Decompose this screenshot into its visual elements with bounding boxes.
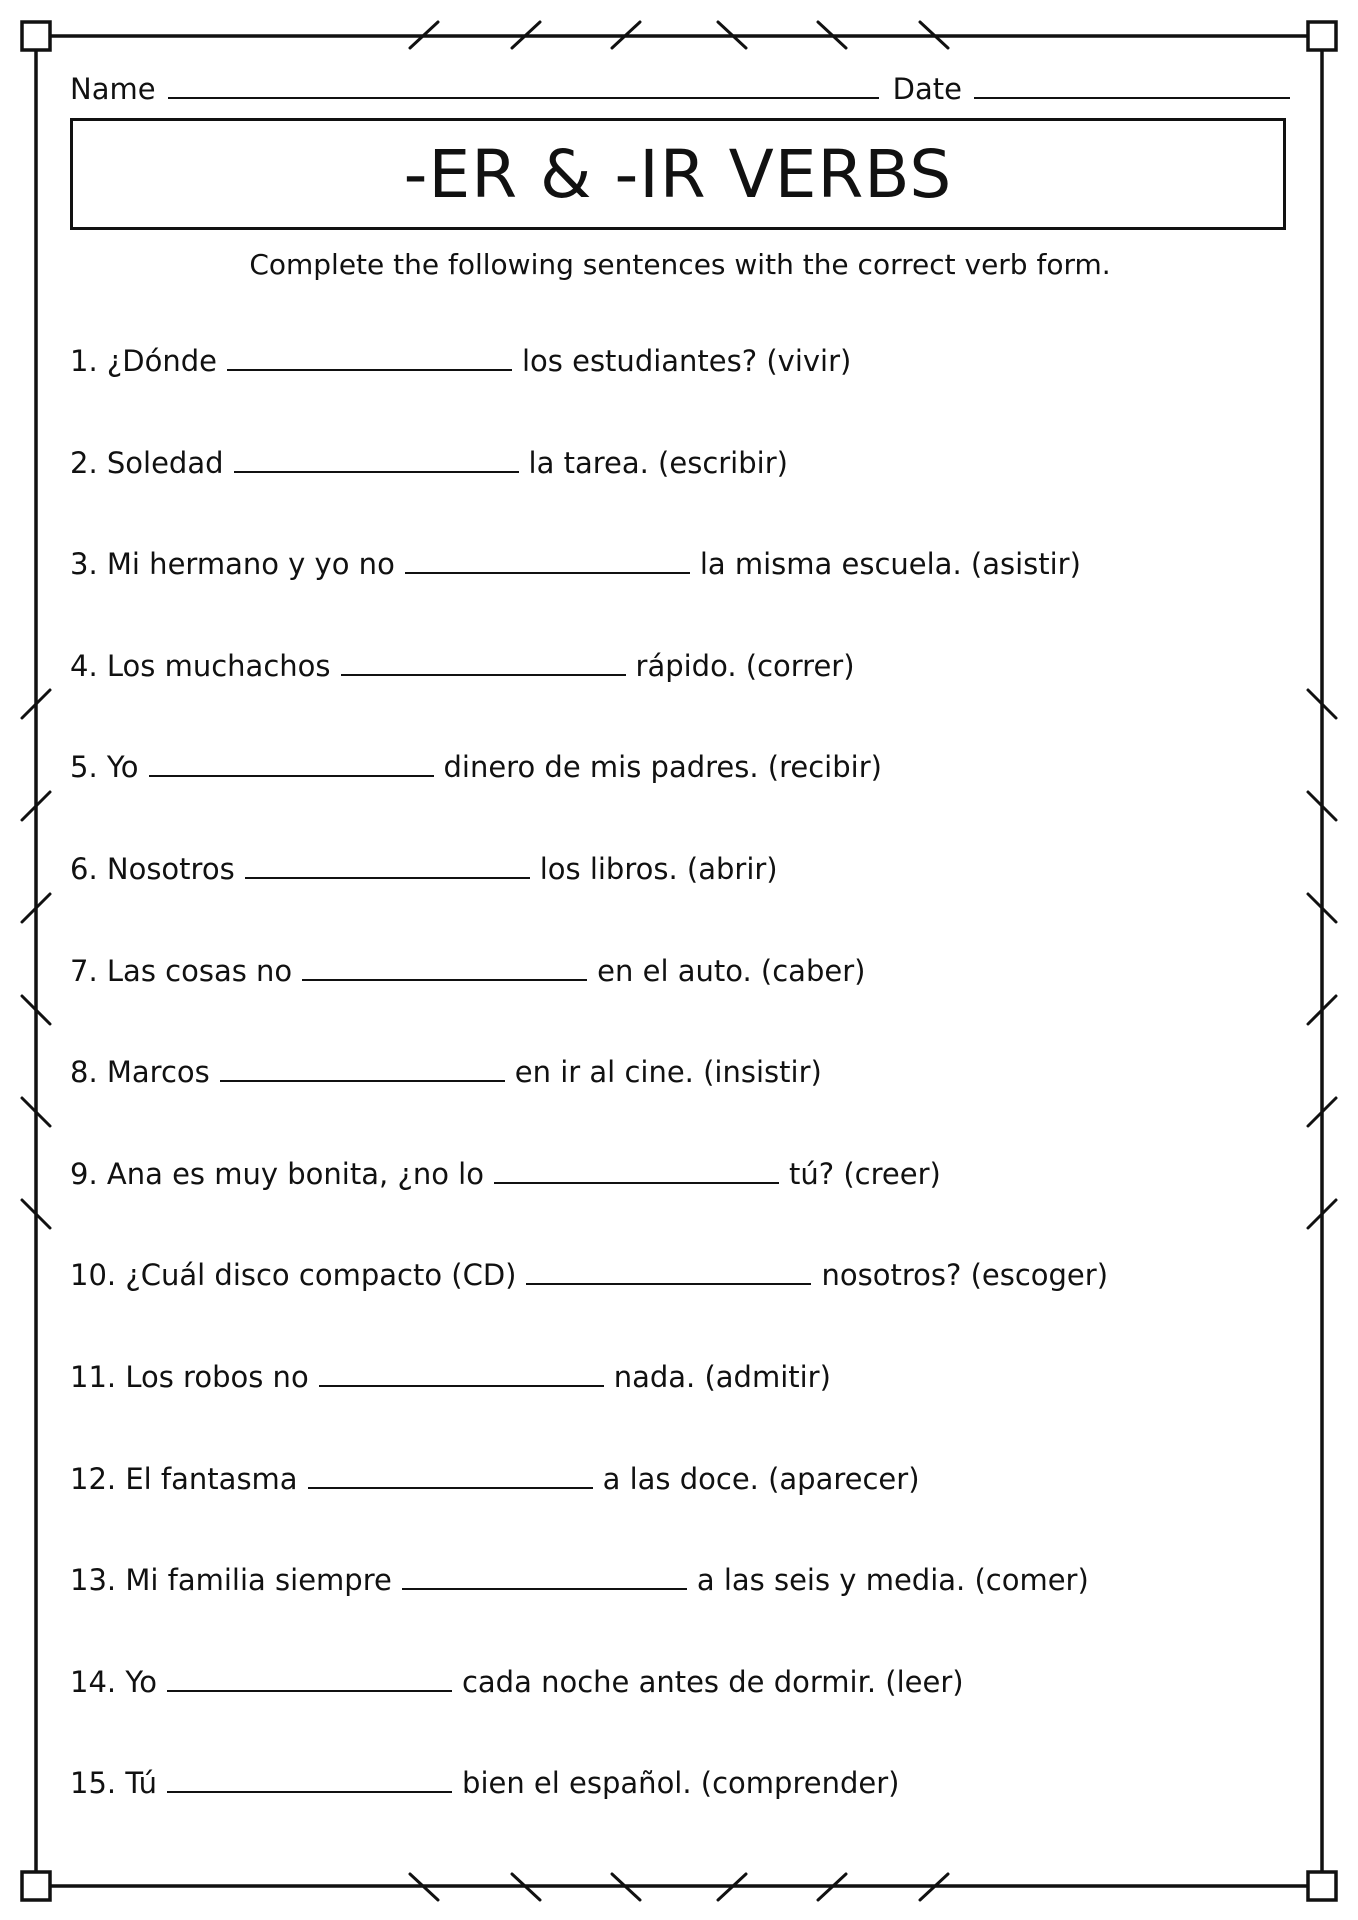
header-row [70,62,1290,106]
name-field[interactable] [168,97,879,99]
question-text-after: rápido. (correr) [635,648,855,683]
question-item [70,336,1280,438]
question-text-after: en el auto. (caber) [597,953,866,988]
question-text-before: 13. Mi familia siempre [70,1563,392,1598]
question-text-after: la misma escuela. (asistir) [699,547,1081,582]
question-text-after: en ir al cine. (insistir) [514,1055,822,1090]
question-item [70,1758,1280,1860]
question-text-before: 15. Tú [70,1766,158,1801]
question-text-before: 3. Mi hermano y yo no [70,547,395,582]
answer-blank[interactable] [220,1080,505,1082]
question-text-after: cada noche antes de dormir. (leer) [461,1664,964,1699]
date-field[interactable] [974,97,1290,99]
corner-bottom-right [1308,1872,1336,1900]
question-text-after: la tarea. (escribir) [528,445,788,480]
answer-blank[interactable] [308,1487,593,1489]
question-item [70,1352,1280,1454]
answer-blank[interactable] [167,1690,452,1692]
question-text-before: 2. Soledad [70,445,224,480]
answer-blank[interactable] [526,1283,811,1285]
question-item [70,1657,1280,1759]
question-text-before: 7. Las cosas no [70,953,293,988]
instructions: Complete the following sentences with the correct verb form. [249,248,1111,281]
answer-blank[interactable] [405,572,690,574]
question-text-before: 9. Ana es muy bonita, ¿no lo [70,1156,484,1191]
question-text-after: a las seis y media. (comer) [696,1563,1089,1598]
question-item [70,641,1280,743]
corner-top-right [1308,22,1336,50]
date-label: Date [892,72,962,106]
question-text-after: bien el español. (comprender) [462,1766,900,1801]
question-text-after: los libros. (abrir) [539,851,778,886]
corner-top-left [22,22,50,50]
question-text-after: nosotros? (escoger) [821,1258,1109,1293]
question-item [70,844,1280,946]
question-item [70,1555,1280,1657]
question-item [70,539,1280,641]
question-item [70,742,1280,844]
question-text-after: a las doce. (aparecer) [602,1461,920,1496]
page-title: -ER & -IR VERBS [403,135,953,213]
corner-bottom-left [22,1872,50,1900]
question-text-before: 14. Yo [70,1664,157,1699]
question-item [70,1250,1280,1352]
question-text-before: 11. Los robos no [70,1359,309,1394]
question-item [70,1047,1280,1149]
question-text-before: 10. ¿Cuál disco compacto (CD) [70,1258,517,1293]
question-text-before: 8. Marcos [70,1055,210,1090]
question-text-after: tú? (creer) [788,1156,941,1191]
question-text-before: 5. Yo [70,750,139,785]
question-item [70,1454,1280,1556]
answer-blank[interactable] [319,1385,604,1387]
answer-blank[interactable] [234,471,519,473]
answer-blank[interactable] [402,1588,687,1590]
question-text-after: los estudiantes? (vivir) [521,344,852,378]
title-box [70,118,1286,230]
question-item [70,438,1280,540]
name-label: Name [70,72,156,106]
answer-blank[interactable] [245,877,530,879]
question-text-before: 1. ¿Dónde [70,344,217,378]
answer-blank[interactable] [167,1791,452,1793]
question-text-before: 6. Nosotros [70,851,235,886]
question-text-before: 12. El fantasma [70,1461,298,1496]
question-list [70,336,1280,1860]
answer-blank[interactable] [341,674,626,676]
question-item [70,1149,1280,1251]
question-text-before: 4. Los muchachos [70,648,331,683]
answer-blank[interactable] [227,369,512,371]
answer-blank[interactable] [494,1182,779,1184]
question-item [70,946,1280,1048]
answer-blank[interactable] [149,775,434,777]
answer-blank[interactable] [302,979,587,981]
question-text-after: dinero de mis padres. (recibir) [443,750,882,785]
question-text-after: nada. (admitir) [613,1359,831,1394]
